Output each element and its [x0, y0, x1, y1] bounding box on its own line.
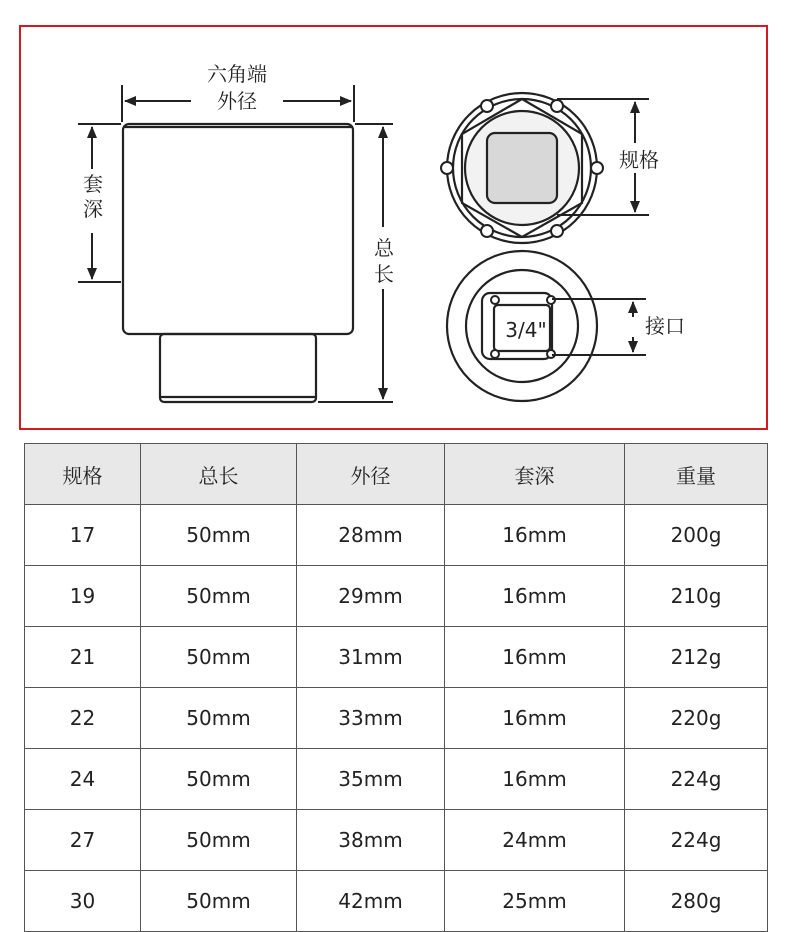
cell-weight: 212g: [625, 627, 768, 688]
cell-total-length: 50mm: [141, 871, 297, 932]
cell-outer-diameter: 29mm: [297, 566, 445, 627]
socket-depth-label-char2: 深: [83, 197, 103, 221]
table-header-row: [25, 444, 768, 505]
header-total-length: 总长: [141, 444, 297, 505]
cell-spec: 24: [25, 749, 141, 810]
header-outer-diameter: 外径: [297, 444, 445, 505]
cell-weight: 280g: [625, 871, 768, 932]
table-row: [25, 871, 768, 932]
cell-outer-diameter: 31mm: [297, 627, 445, 688]
drive-size-label: 3/4": [505, 318, 547, 342]
socket-depth-label-char1: 套: [83, 172, 103, 196]
table-row: [25, 627, 768, 688]
cell-outer-diameter: 42mm: [297, 871, 445, 932]
table-row: [25, 505, 768, 566]
total-length-label-char2: 长: [374, 262, 394, 286]
cell-total-length: 50mm: [141, 566, 297, 627]
socket-diagram: [21, 27, 770, 432]
drive-dimension: [552, 299, 646, 355]
cell-socket-depth: 25mm: [445, 871, 625, 932]
cell-socket-depth: 16mm: [445, 688, 625, 749]
cell-spec: 17: [25, 505, 141, 566]
header-spec: 规格: [25, 444, 141, 505]
outer-diameter-label-line2: 外径: [217, 89, 257, 113]
cell-outer-diameter: 35mm: [297, 749, 445, 810]
cell-spec: 21: [25, 627, 141, 688]
table-row: [25, 810, 768, 871]
cell-socket-depth: 16mm: [445, 566, 625, 627]
cell-total-length: 50mm: [141, 749, 297, 810]
outer-diameter-label-line1: 六角端: [207, 62, 267, 86]
table-row: [25, 566, 768, 627]
cell-outer-diameter: 33mm: [297, 688, 445, 749]
hex-end-top-view: [447, 93, 597, 243]
cell-spec: 30: [25, 871, 141, 932]
diagram-frame: [19, 25, 768, 430]
cell-socket-depth: 16mm: [445, 627, 625, 688]
cell-weight: 224g: [625, 810, 768, 871]
spec-table: [24, 443, 768, 932]
cell-total-length: 50mm: [141, 627, 297, 688]
cell-socket-depth: 16mm: [445, 505, 625, 566]
socket-side-view: [123, 124, 353, 402]
table-row: [25, 749, 768, 810]
cell-weight: 210g: [625, 566, 768, 627]
spec-label: 规格: [619, 148, 659, 172]
cell-weight: 224g: [625, 749, 768, 810]
cell-socket-depth: 24mm: [445, 810, 625, 871]
cell-outer-diameter: 38mm: [297, 810, 445, 871]
cell-total-length: 50mm: [141, 810, 297, 871]
cell-spec: 22: [25, 688, 141, 749]
header-socket-depth: 套深: [445, 444, 625, 505]
total-length-label-char1: 总: [374, 236, 394, 260]
cell-total-length: 50mm: [141, 505, 297, 566]
cell-total-length: 50mm: [141, 688, 297, 749]
cell-outer-diameter: 28mm: [297, 505, 445, 566]
cell-spec: 27: [25, 810, 141, 871]
drive-label: 接口: [645, 314, 685, 338]
table-row: [25, 688, 768, 749]
cell-spec: 19: [25, 566, 141, 627]
header-weight: 重量: [625, 444, 768, 505]
cell-weight: 200g: [625, 505, 768, 566]
cell-socket-depth: 16mm: [445, 749, 625, 810]
cell-weight: 220g: [625, 688, 768, 749]
